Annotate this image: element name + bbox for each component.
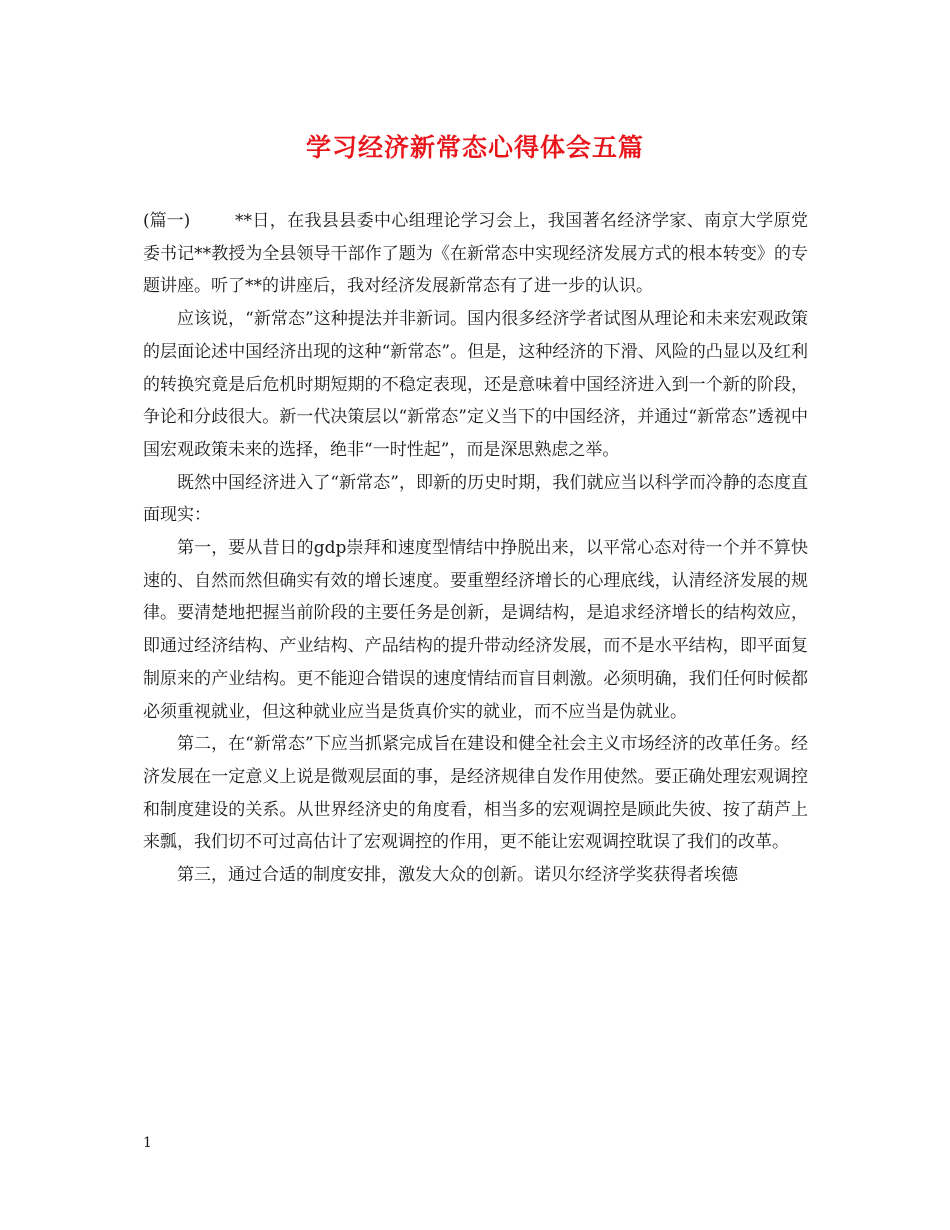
paragraph — [143, 205, 808, 303]
document-body — [143, 205, 808, 892]
paragraph: 第一，要从昔日的gdp崇拜和速度型情结中挣脱出来，以平常心态对待一个并不算快速的、自然而然但确实有效的增长速度。要重塑经济增长的心理底线，认清经济发展的规律。要清楚地把握当前阶段的主要任务是创新，是调结构，是追求经济增长的结构效应，即通过经济结构、产业结构、产品结构的提升带动经济发展，而不是水平结构，即平面复制原来的产业结构。更不能迎合错误的速度情结而盲目刺激。必须明确，我们任何时候都必须重视就业，但这种就业应当是货真价实的就业，而不应当是伪就业。 — [143, 538, 808, 722]
paragraph-text: **日，在我县县委中心组理论学习会上，我国著名经济学家、南京大学原党委书记**教授为全县领导干部作了题为《在新常态中实现经济发展方式的根本转变》的专题讲座。听了**的讲座后，我对经济发展新常态有了进一步的认识。 — [143, 211, 808, 297]
paragraph: 第二，在“新常态”下应当抓紧完成旨在建设和健全社会主义市场经济的改革任务。经济发展在一定意义上说是微观层面的事，是经济规律自发作用使然。要正确处理宏观调控和制度建设的关系。从世界经济史的角度看，相当多的宏观调控是顾此失彼、按了葫芦上来瓢，我们切不可过高估计了宏观调控的作用，更不能让宏观调控耽误了我们的改革。 — [143, 734, 808, 853]
paragraph: 应该说，“新常态”这种提法并非新词。国内很多经济学者试图从理论和未来宏观政策的层面论述中国经济出现的这种“新常态”。但是，这种经济的下滑、风险的凸显以及红利的转换究竟是后危机时期短期的不稳定表现，还是意味着中国经济进入到一个新的阶段，争论和分歧很大。新一代决策层以“新常态”定义当下的中国经济，并通过“新常态”透视中国宏观政策未来的选择，绝非“一时性起”，而是深思熟虑之举。 — [143, 309, 808, 460]
page-number: 1 — [143, 1135, 152, 1151]
section-label: (篇一) — [143, 211, 191, 231]
paragraph: 第三，通过合适的制度安排，激发大众的创新。诺贝尔经济学奖获得者埃德 — [177, 865, 738, 886]
paragraph: 既然中国经济进入了“新常态”，即新的历史时期，我们就应当以科学而冷静的态度直面现实： — [143, 472, 808, 526]
document-title: 学习经济新常态心得体会五篇 — [305, 133, 644, 162]
